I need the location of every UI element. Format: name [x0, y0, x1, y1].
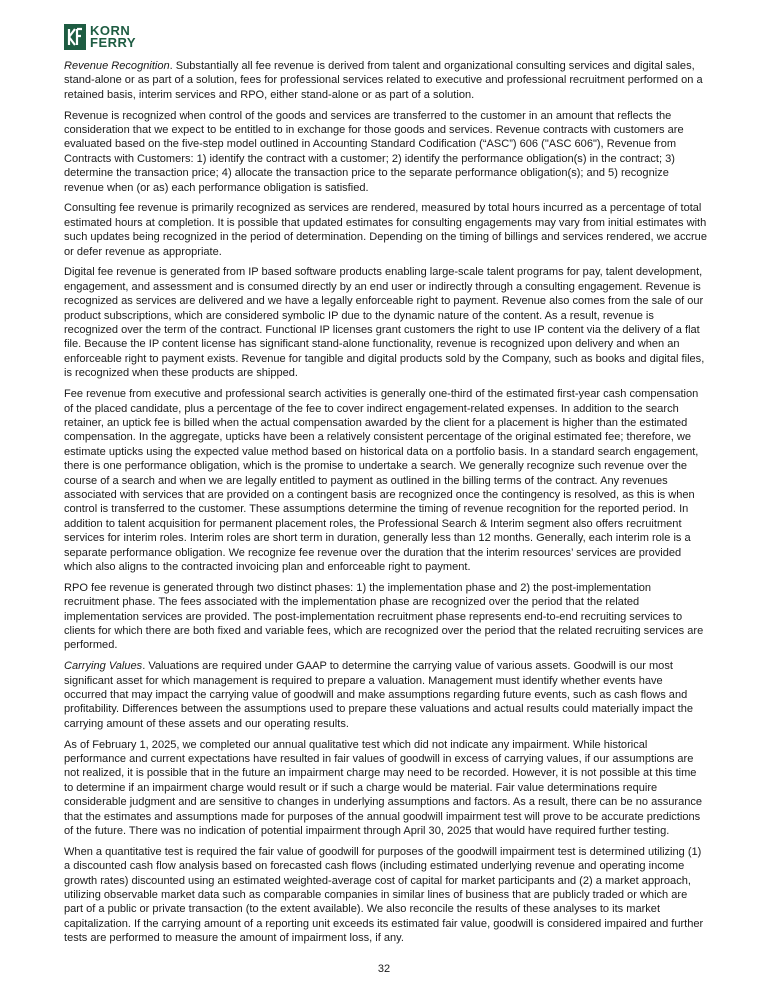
paragraph-text: As of February 1, 2025, we completed our annual qualitative test which did not indicate any impairment. While historical performance and current expectations have resulted in fair values of goodwill in excess of carrying values, if our assumptions are not realized, it is possible that in the future an impairment charge may need to be recorded. However, it is not possible at this time to determine if an impairment charge would result or if such a charge would be material. Fair value determinations require considerable judgment and are sensitive to changes in underlying assumptions and factors. As a result, there can be no assurance that the estimates and assumptions made for purposes of the annual goodwill impairment test will prove to be accurate predictions of the future. There was no indication of potential impairment through April 30, 2025 that would have required further testing. — [64, 738, 703, 838]
company-logo — [64, 22, 136, 52]
paragraph — [64, 387, 708, 574]
paragraph-carrying-values — [64, 659, 708, 731]
logo-line-2: FERRY — [90, 35, 137, 50]
body-text — [64, 59, 708, 952]
page-number: 32 — [377, 963, 391, 975]
paragraph-text: Fee revenue from executive and professional search activities is generally one-third of the estimated first-year cash compensation of the placed candidate, plus a percentage of the fee to cover indirect engagement-related expenses. In addition to the search retainer, an uptick fee is billed when the actual compensation awarded by the client for a placement is higher than the estimated compensation. In the aggregate, upticks have been a relatively consistent percentage of the original estimated fee; therefore, we estimate upticks using the expected value method based on historical data on a portfolio basis. In a standard search engagement, there is one performance obligation, which is the promise to undertake a search. We generally recognize such revenue over the course of a search and when we are legally entitled to payment as outlined in the billing terms of the contract. Any revenues associated with services that are provided on a contingent basis are recognized once the contingency is resolved, as this is when control is transferred to the customer. These assumptions determine the timing of revenue recognition for the reported period. In addition to talent acquisition for permanent placement roles, the Professional Search & Interim segment also offers recruitment services for interim roles. Interim roles are short term in duration, generally less than 12 months. Generally, each interim role is a separate performance obligation. We recognize fee revenue over the duration that the interim resources’ services are provided which also aligns to the contracted invoicing plan and enforceable right to payment. — [64, 388, 699, 573]
paragraph-text: When a quantitative test is required the fair value of goodwill for purposes of the goodwill impairment test is determined utilizing (1) a discounted cash flow analysis based on forecasted cash flows (including estimated underlying revenue and operating income growth rates) discounted using an estimated weighted-average cost of capital for market participants and (2) a market approach, utilizing observable market data such as comparable companies in similar lines of business that are publicly traded or which are part of a public or private transaction (to the extent available). We also reconcile the results of these analyses to its market capitalization. If the carrying amount of a reporting unit exceeds its estimated fair value, goodwill is considered impaired and further tests are performed to measure the amount of impairment loss, if any. — [64, 845, 704, 945]
paragraph — [64, 265, 708, 380]
paragraph-text: Consulting fee revenue is primarily recognized as services are rendered, measured by total hours incurred as a percentage of total estimated hours at completion. It is possible that updated estimates for consulting engagements may vary from initial estimates with such updates being recognized in the period of determination. Depending on the timing of billings and services rendered, we accrue or defer revenue as appropriate. — [64, 202, 707, 258]
logo-mark-icon — [64, 24, 86, 50]
paragraph-text: . Substantially all fee revenue is derived from talent and organizational consulting services and digital sales, stand-alone or as part of a solution, fees for professional services related to executive and professional recruitment performed on a retained basis, interim services and RPO, either stand-alone or as part of a solution. — [64, 60, 703, 101]
paragraph-lead: Revenue Recognition — [64, 60, 170, 72]
paragraph — [64, 581, 708, 653]
paragraph — [64, 845, 708, 946]
paragraph-text: . Valuations are required under GAAP to determine the carrying value of various assets. Goodwill is our most significant asset for which management is required to prepare a valuation. Management must identify whether events have occurred that may impact the carrying value of goodwill and make assumptions regarding future events, such as cash flows and profitability. Differences between the assumptions used to prepare these valuations and actual results could materially impact the carrying amount of these assets and our operating results. — [64, 660, 693, 730]
paragraph — [64, 201, 708, 259]
paragraph — [64, 109, 708, 195]
paragraph-revenue-recognition — [64, 59, 708, 102]
paragraph — [64, 738, 708, 839]
paragraph-lead: Carrying Values — [64, 660, 143, 673]
logo-line-1: KORN — [90, 23, 131, 38]
logo-wordmark — [90, 25, 136, 49]
paragraph-text: Digital fee revenue is generated from IP based software products enabling large-scale talent programs for pay, talent development, engagement, and assessment and is consumed directly by an end user or indirectly through a consulting engagement. Revenue is recognized as services are delivered and we have a legally enforceable right to payment. Revenue also comes from the sale of our product subscriptions, which are considered symbolic IP due to the dynamic nature of the content. As a result, revenue is recognized over the term of the contract. Functional IP licenses grant customers the right to use IP content via the delivery of a flat file. Because the IP content license has significant stand-alone functionality, revenue is recognized upon delivery and when an enforceable right to payment exists. Revenue for tangible and digital products sold by the Company, such as books and digital files, is recognized when these products are shipped. — [64, 266, 705, 380]
paragraph-text: Revenue is recognized when control of the goods and services are transferred to the customer in an amount that reflects the consideration that we expect to be entitled to in exchange for those goods and services. Revenue contracts with customers are evaluated based on the five-step model outlined in Accounting Standard Codification (“ASC”) 606 ("ASC 606"), Revenue from Contracts with Customers: 1) identify the contract with a customer; 2) identify the performance obligation(s) in the contract; 3) determine the transaction price; 4) allocate the transaction price to the separate performance obligation(s); and 5) recognize revenue when (or as) each performance obligation is satisfied. — [64, 109, 684, 194]
paragraph-text: RPO fee revenue is generated through two distinct phases: 1) the implementation phase and 2) the post-implementation recruitment phase. The fees associated with the implementation phase are recognized over the period that the related implementation services are provided. The post-implementation recruitment phase represents end-to-end recruiting services to clients for which there are both fixed and variable fees, which are recognized over the period that the related recruiting services are performed. — [64, 581, 704, 652]
